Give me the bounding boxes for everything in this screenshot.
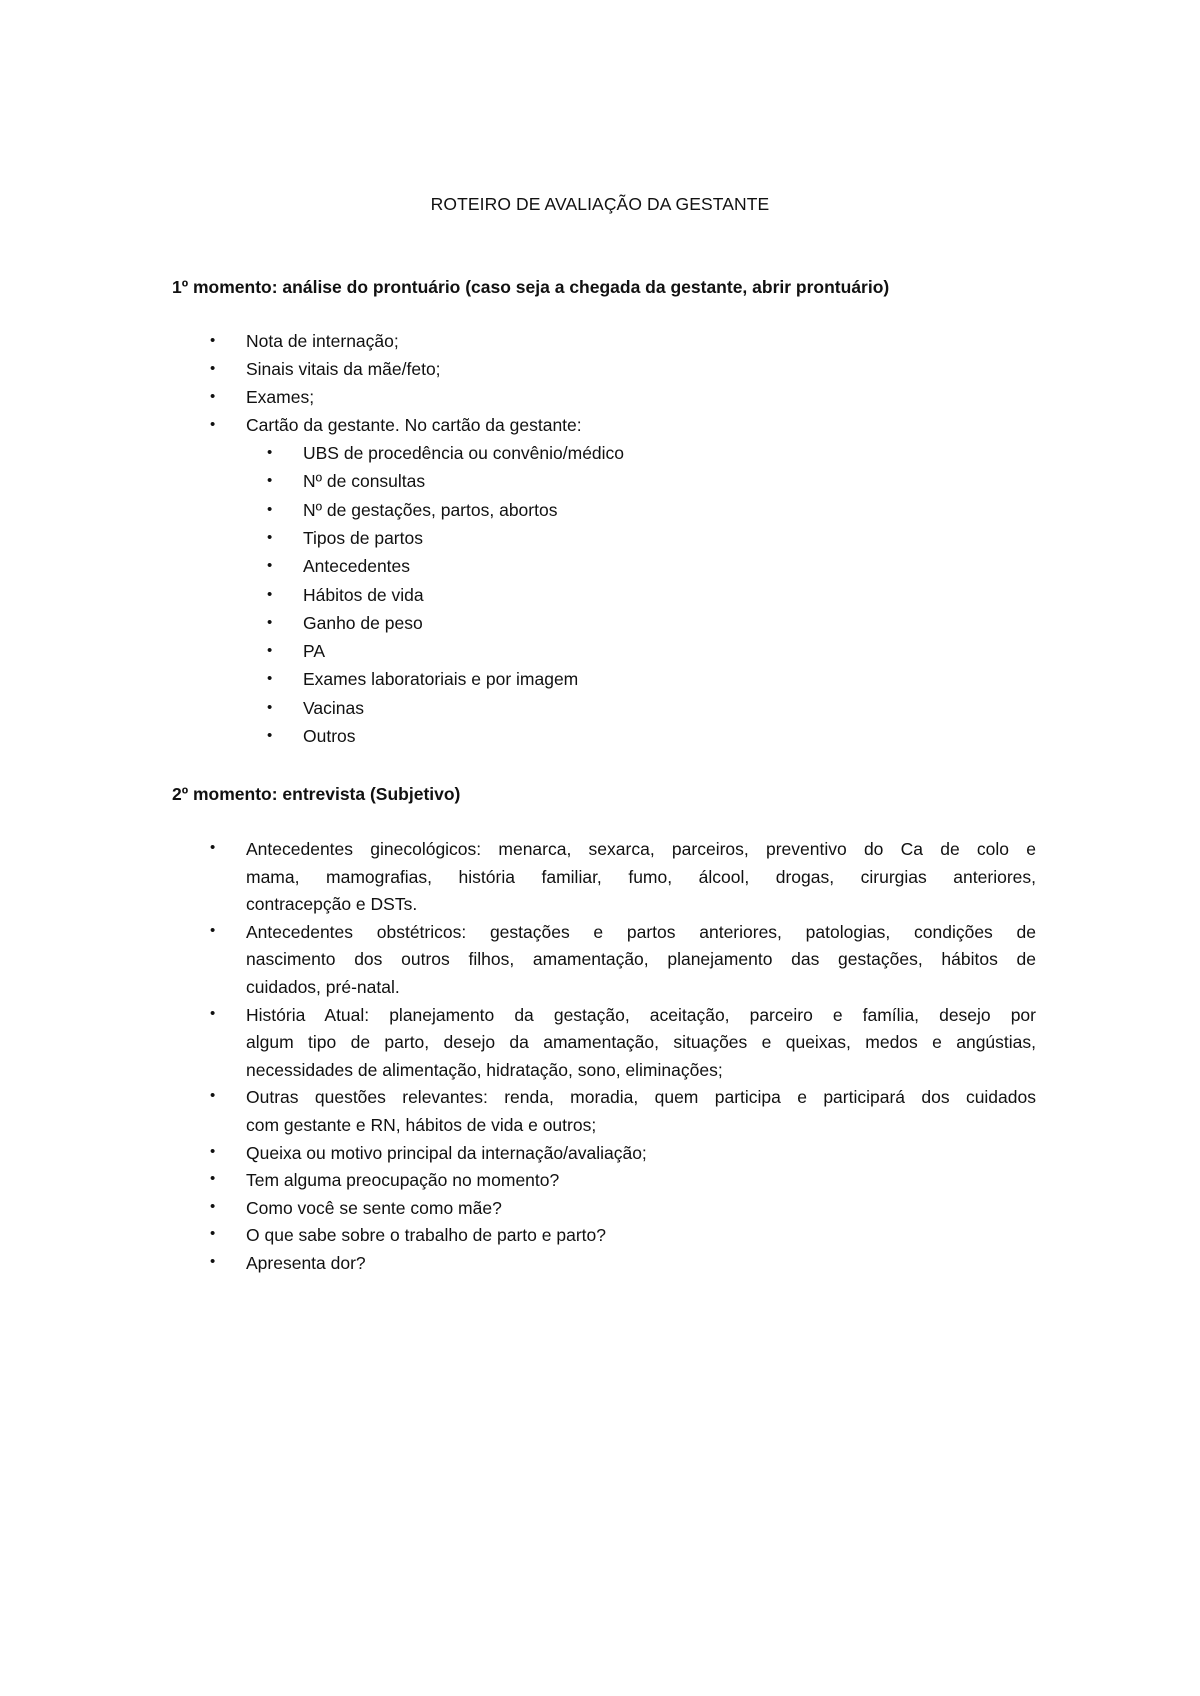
bullet-icon: • <box>267 614 273 631</box>
bullet-icon: • <box>267 557 273 574</box>
bullet-icon: • <box>210 1225 216 1243</box>
bullet-icon: • <box>210 416 216 433</box>
bullet-icon: • <box>210 388 216 405</box>
bullet-icon: • <box>210 1087 216 1105</box>
sublist-item: Nº de gestações, partos, abortos <box>303 500 558 520</box>
list-item: Nota de internação; <box>246 331 399 351</box>
list-item-line: Antecedentes obstétricos: gestações e partos anteriores, patologias, condições de <box>246 921 1036 942</box>
list-item <box>246 1222 1036 1250</box>
sublist-item: Exames laboratoriais e por imagem <box>303 669 579 689</box>
list-item: Exames; <box>246 387 315 407</box>
list-item <box>246 1167 1036 1195</box>
section1-heading: 1º momento: análise do prontuário (caso seja a chegada da gestante, abrir prontuário) <box>172 277 890 297</box>
bullet-icon: • <box>267 642 273 659</box>
bullet-icon: • <box>267 444 273 461</box>
list-item-line: Outras questões relevantes: renda, moradia, quem participa e participará dos cuidados <box>246 1087 1036 1108</box>
bullet-icon: • <box>267 699 273 716</box>
sublist-item: Hábitos de vida <box>303 585 424 605</box>
bullet-icon: • <box>210 1170 216 1188</box>
list-item-line: Apresenta dor? <box>246 1253 366 1273</box>
section2-heading: 2º momento: entrevista (Subjetivo) <box>172 784 461 804</box>
list-item <box>246 1084 1036 1139</box>
sublist-item: Tipos de partos <box>303 528 423 548</box>
bullet-icon: • <box>210 1142 216 1160</box>
bullet-icon: • <box>267 472 273 489</box>
list-item-line: O que sabe sobre o trabalho de parto e parto? <box>246 1225 606 1246</box>
list-item: Sinais vitais da mãe/feto; <box>246 359 441 379</box>
bullet-icon: • <box>210 839 216 856</box>
sublist-item: Vacinas <box>303 698 364 718</box>
bullet-icon: • <box>210 921 216 939</box>
list-item <box>246 919 1036 1002</box>
list-item-line: necessidades de alimentação, hidratação, sono, eliminações; <box>246 1059 723 1080</box>
list-item <box>246 836 1036 919</box>
list-item-line: História Atual: planejamento da gestação, aceitação, parceiro e família, desejo por <box>246 1004 1036 1025</box>
bullet-icon: • <box>267 586 273 603</box>
list-item-line: nascimento dos outros filhos, amamentação, planejamento das gestações, hábitos de <box>246 949 1036 970</box>
document-title: ROTEIRO DE AVALIAÇÃO DA GESTANTE <box>430 194 770 214</box>
sublist-item: Antecedentes <box>303 556 411 576</box>
list-item <box>246 1002 1036 1085</box>
list-item-line: contracepção e DSTs. <box>246 894 418 915</box>
bullet-icon: • <box>210 1197 216 1215</box>
sublist-item: Outros <box>303 726 356 746</box>
list-item-line: com gestante e RN, hábitos de vida e outros; <box>246 1114 597 1135</box>
list-item <box>246 1140 1036 1168</box>
bullet-icon: • <box>267 501 273 518</box>
bullet-icon: • <box>210 360 216 377</box>
bullet-icon: • <box>210 1004 216 1022</box>
list-item-line: Como você se sente como mãe? <box>246 1197 502 1218</box>
list-item-line: mama, mamografias, história familiar, fumo, álcool, drogas, cirurgias anteriores, <box>246 866 1036 887</box>
bullet-icon: • <box>210 1253 216 1270</box>
list-item-line: algum tipo de parto, desejo da amamentação, situações e queixas, medos e angústias, <box>246 1032 1036 1053</box>
sublist-item: PA <box>303 641 326 661</box>
bullet-icon: • <box>267 670 273 687</box>
bullet-icon: • <box>267 727 273 744</box>
list-item <box>246 1250 1036 1278</box>
list-item <box>246 1195 1036 1223</box>
sublist-item: UBS de procedência ou convênio/médico <box>303 443 625 463</box>
bullet-icon: • <box>210 332 216 349</box>
list-item-line: Queixa ou motivo principal da internação/avaliação; <box>246 1142 647 1163</box>
list-item: Cartão da gestante. No cartão da gestante: <box>246 415 582 435</box>
list-item-line: cuidados, pré-natal. <box>246 976 400 997</box>
list-item-line: Tem alguma preocupação no momento? <box>246 1170 560 1191</box>
sublist-item: Ganho de peso <box>303 613 423 633</box>
list-item-line: Antecedentes ginecológicos: menarca, sexarca, parceiros, preventivo do Ca de colo e <box>246 839 1036 859</box>
bullet-icon: • <box>267 529 273 546</box>
sublist-item: Nº de consultas <box>303 471 426 491</box>
